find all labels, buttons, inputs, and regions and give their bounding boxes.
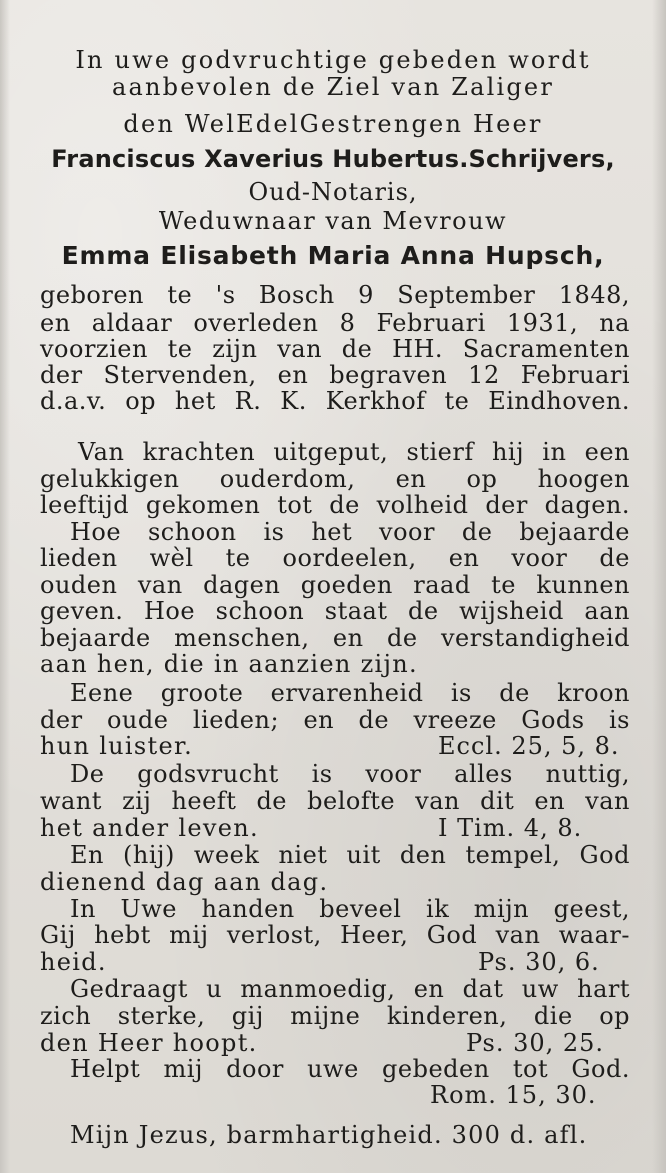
biography-line-1: geboren te 's Bosch 9 September 1848, [40, 281, 630, 309]
verse-line-5: lieden wèl te oordeelen, en voor de [40, 544, 630, 572]
biography-line-4: der Stervenden, en begraven 12 Februari [40, 361, 630, 389]
verse-line-3: leeftijd gekomen tot de volheid der dagen. [40, 491, 630, 519]
reference-eccl: Eccl. 25, 5, 8. [438, 732, 620, 760]
verse-line-18: In Uwe handen beveel ik mijn geest, [70, 895, 630, 923]
card-right-edge [652, 0, 666, 1173]
widower-line: Weduwnaar van Mevrouw [158, 207, 508, 235]
verse-line-11: der oude lieden; en de vreeze Gods is [40, 706, 630, 734]
verse-line-13: De godsvrucht is voor alles nuttig, [70, 760, 630, 788]
verse-line-2: gelukkigen ouderdom, en op hoogen [40, 465, 630, 493]
indulgence-prayer: Mijn Jezus, barmhartigheid. 300 d. afl. [70, 1121, 588, 1149]
verse-line-17: dienend dag aan dag. [40, 868, 329, 896]
verse-line-6: ouden van dagen goeden raad te kunnen [40, 571, 630, 599]
verse-line-9: aan hen, die in aanzien zijn. [40, 650, 418, 678]
verse-line-10: Eene groote ervarenheid is de kroon [70, 679, 630, 707]
verse-line-23: den Heer hoopt. [40, 1029, 258, 1057]
header-line-1: In uwe godvruchtige gebeden wordt [75, 46, 591, 74]
verse-line-14: want zij heeft de belofte van dit en van [40, 787, 630, 815]
verse-line-20: heid. [40, 948, 107, 976]
wife-name: Emma Elisabeth Maria Anna Hupsch, [61, 241, 605, 270]
deceased-title: Oud-Notaris, [248, 178, 418, 206]
verse-line-1: Van krachten uitgeput, stierf hij in een [78, 438, 630, 466]
verse-line-21: Gedraagt u manmoedig, en dat uw hart [70, 975, 630, 1003]
verse-line-7: geven. Hoe schoon staat de wijsheid aan [40, 597, 630, 625]
biography-line-2: en aldaar overleden 8 Februari 1931, na [40, 309, 630, 337]
verse-line-12: hun luister. [40, 732, 194, 760]
verse-line-8: bejaarde menschen, en de verstandigheid [40, 624, 630, 652]
header-line-2: aanbevolen de Ziel van Zaliger [112, 73, 554, 101]
reference-ps-30-6: Ps. 30, 6. [478, 948, 600, 976]
biography-line-5: d.a.v. op het R. K. Kerkhof te Eindhoven. [40, 387, 630, 415]
verse-line-24: Helpt mij door uwe gebeden tot God. [70, 1055, 630, 1083]
card-left-edge [0, 0, 10, 1173]
reference-rom: Rom. 15, 30. [430, 1081, 597, 1109]
deceased-name: Franciscus Xaverius Hubertus.Schrijvers, [51, 145, 615, 173]
verse-line-19: Gij hebt mij verlost, Heer, God van waar- [40, 921, 630, 949]
verse-line-15: het ander leven. [40, 814, 259, 842]
verse-line-16: En (hij) week niet uit den tempel, God [70, 841, 630, 869]
biography-line-3: voorzien te zijn van de HH. Sacramenten [40, 335, 630, 363]
verse-line-4: Hoe schoon is het voor de bejaarde [70, 518, 630, 546]
reference-ps-30-25: Ps. 30, 25. [466, 1029, 605, 1057]
verse-line-22: zich sterke, gij mijne kinderen, die op [40, 1002, 630, 1030]
reference-tim: I Tim. 4, 8. [438, 814, 583, 842]
header-line-3: den WelEdelGestrengen Heer [123, 110, 543, 138]
